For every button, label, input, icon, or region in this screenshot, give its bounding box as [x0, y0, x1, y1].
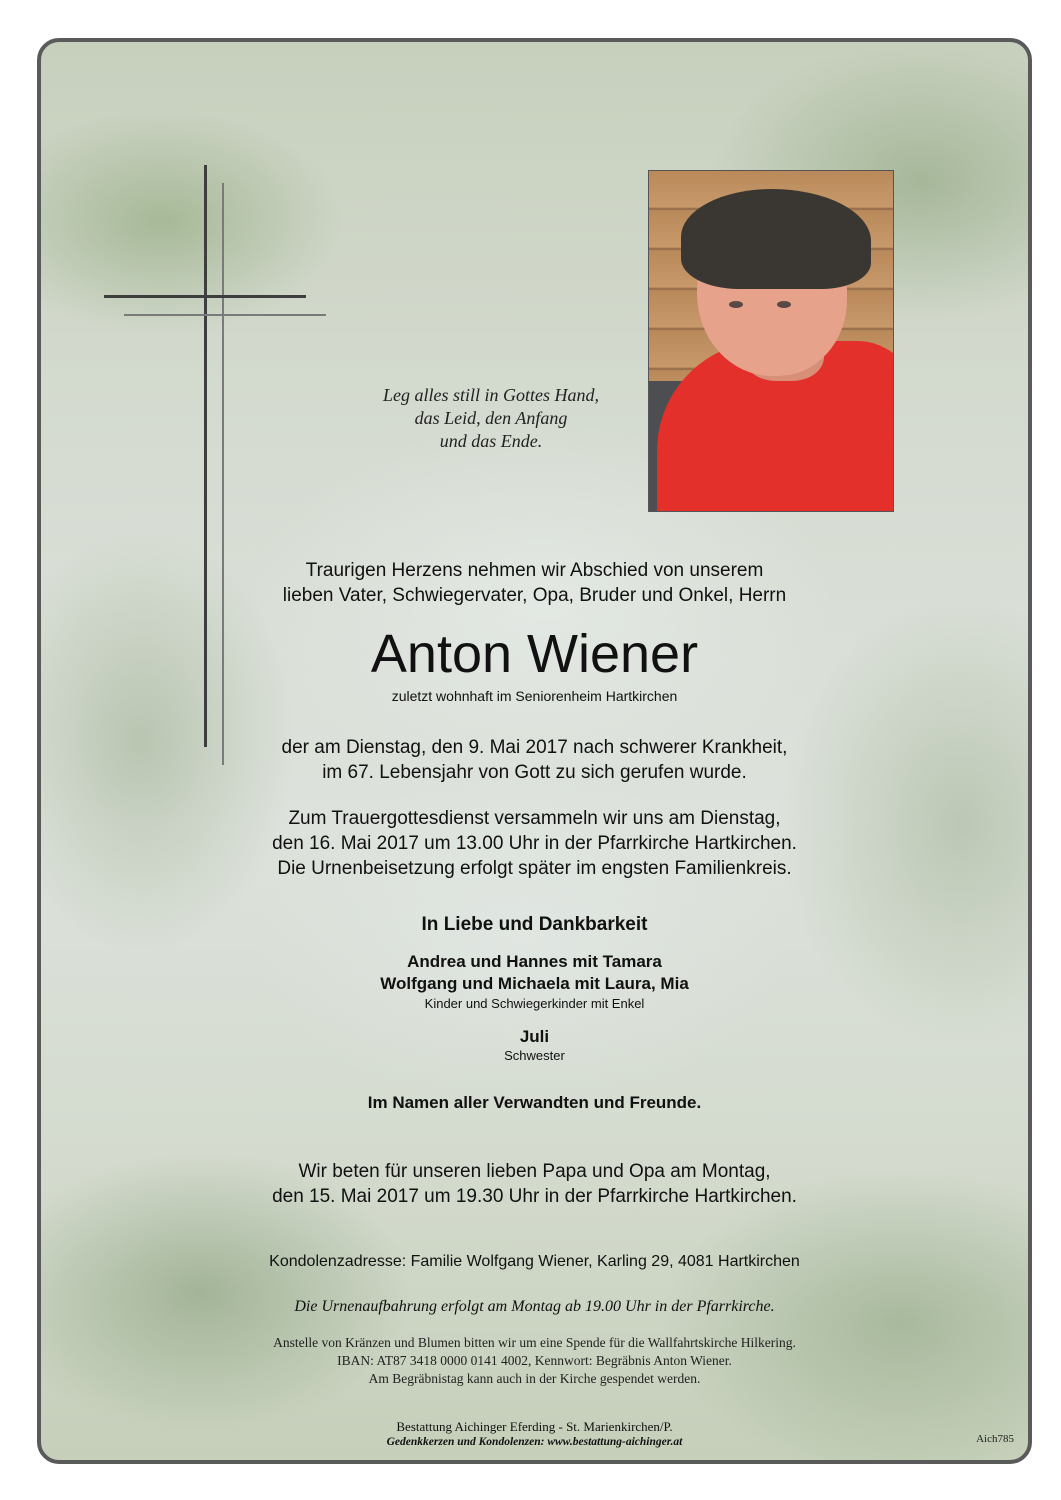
cross-icon-bar-shadow: [124, 314, 326, 316]
memorial-verse: [331, 384, 651, 453]
intro-line: lieben Vater, Schwiegervater, Opa, Bruder und Onkel, Herrn: [282, 585, 787, 606]
deceased-name: Anton Wiener: [370, 624, 699, 684]
service-line: den 16. Mai 2017 um 13.00 Uhr in der Pfarrkirche Hartkirchen.: [272, 833, 797, 854]
verse-line: Leg alles still in Gottes Hand,: [383, 385, 599, 405]
death-line: im 67. Lebensjahr von Gott zu sich gerufen wurde.: [322, 762, 747, 783]
family-line: Andrea und Hannes mit Tamara: [407, 952, 662, 971]
condolences-website: Gedenkkerzen und Kondolenzen: www.bestattung-aichinger.at: [386, 1436, 683, 1448]
prayer-text: [41, 1159, 1028, 1209]
urn-text: Die Urnenbeisetzung erfolgt später im engsten Familienkreis.: [277, 858, 792, 879]
intro-line: Traurigen Herzens nehmen wir Abschied von unserem: [305, 560, 764, 581]
service-text: [41, 806, 1028, 856]
relatives-text: Im Namen aller Verwandten und Freunde.: [367, 1093, 702, 1112]
notice-code: Aich785: [976, 1433, 1014, 1445]
funeral-home: Bestattung Aichinger Eferding - St. Marienkirchen/P.: [396, 1419, 673, 1434]
prayer-line: Wir beten für unseren lieben Papa und Opa am Montag,: [298, 1161, 771, 1182]
portrait-photo: [648, 170, 894, 512]
viewing-text: Die Urnenaufbahrung erfolgt am Montag ab 19.00 Uhr in der Pfarrkirche.: [294, 1298, 775, 1315]
donation-line: Anstelle von Kränzen und Blumen bitten wir um eine Spende für die Wallfahrtskirche Hilkering.: [273, 1335, 796, 1350]
residence-text: zuletzt wohnhaft im Seniorenheim Hartkirchen: [391, 688, 678, 704]
family-relation: Kinder und Schwiegerkinder mit Enkel: [424, 996, 645, 1011]
death-text: [41, 735, 1028, 785]
intro-text: [41, 558, 1028, 608]
closing-text: In Liebe und Dankbarkeit: [421, 914, 648, 935]
family-names: [41, 951, 1028, 995]
donation-text: [41, 1334, 1028, 1388]
death-line: der am Dienstag, den 9. Mai 2017 nach schwerer Krankheit,: [281, 737, 788, 758]
family-line: Wolfgang und Michaela mit Laura, Mia: [380, 974, 689, 993]
condolence-address: Kondolenzadresse: Familie Wolfgang Wiener, Karling 29, 4081 Hartkirchen: [269, 1253, 800, 1270]
donation-line: IBAN: AT87 3418 0000 0141 4002, Kennwort: Begräbnis Anton Wiener.: [337, 1353, 732, 1368]
cross-icon-bar: [104, 295, 306, 298]
verse-line: und das Ende.: [439, 431, 543, 451]
sibling-relation: Schwester: [504, 1048, 565, 1063]
sibling-name: Juli: [519, 1027, 550, 1046]
service-line: Zum Trauergottesdienst versammeln wir uns am Dienstag,: [288, 808, 781, 829]
prayer-line: den 15. Mai 2017 um 19.30 Uhr in der Pfarrkirche Hartkirchen.: [272, 1186, 797, 1207]
verse-line: das Leid, den Anfang: [414, 408, 568, 428]
notice-frame: [37, 38, 1032, 1464]
donation-line: Am Begräbnistag kann auch in der Kirche gespendet werden.: [368, 1371, 701, 1386]
